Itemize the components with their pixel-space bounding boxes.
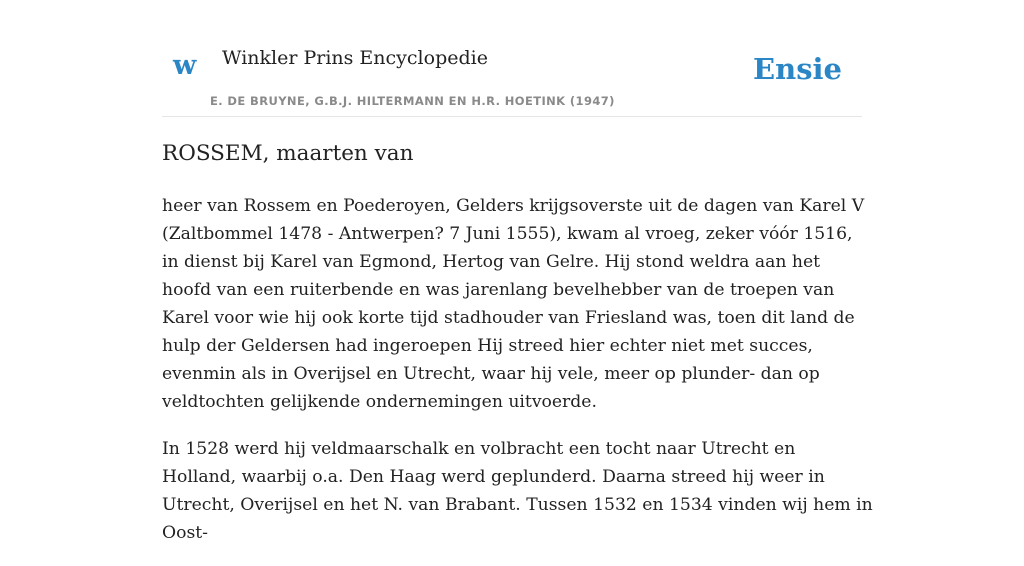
entry-paragraph: heer van Rossem en Poederoyen, Gelders krijgsoverste uit de dagen van Karel V (Zaltbommel 1478 - Antwerpen? 7 Juni 1555), kwam al vroeg, zeker vóór 1516, in dienst bij Karel van Egmond, Hertog van Gelre. Hij stond weldra aan het hoofd van een ruiterbende en was jarenlang bevelhebber van de troepen van Karel voor wie hij ook korte tijd stadhouder van Friesland was, toen dit land de hulp der Geldersen had ingeroepen Hij streed hier echter niet met succes, evenmin als in Overijsel en Utrecht, waar hij vele, meer op plunder- dan op veldtochten gelijkende ondernemingen uitvoerde. [162,196,865,412]
ensie-logo[interactable]: Ensie [753,52,842,86]
publication-title[interactable]: Winkler Prins Encyclopedie [222,47,488,69]
entry-paragraph: In 1528 werd hij veldmaarschalk en volbracht een tocht naar Utrecht en Holland, waarbij o.a. Den Haag werd geplunderd. Daarna streed hij weer in Utrecht, Overijsel en het N. van Brabant. Tussen 1532 en 1534 vinden wij hem in Oost- [162,439,873,543]
publication-authors: E. DE BRUYNE, G.B.J. HILTERMANN EN H.R. HOETINK (1947) [210,94,615,108]
entry-body [162,192,874,566]
entry-title: ROSSEM, maarten van [162,141,414,166]
site-header [162,0,862,117]
winkler-prins-logo[interactable]: w [173,50,197,81]
